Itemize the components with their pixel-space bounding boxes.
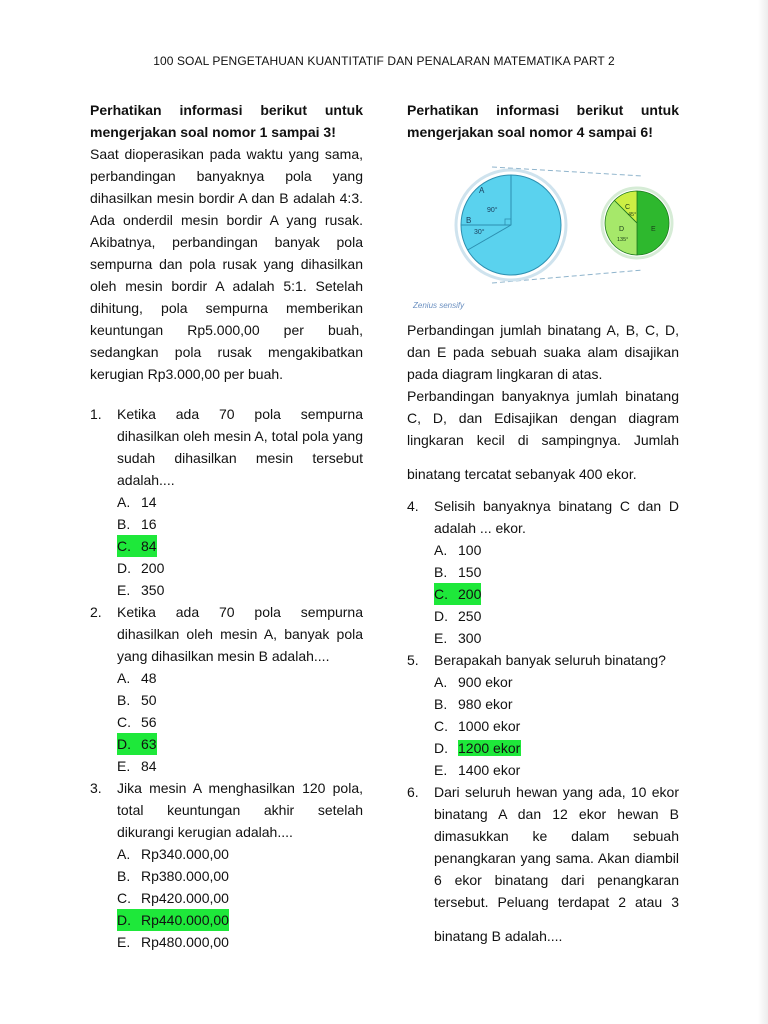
spacer xyxy=(407,485,679,495)
correct-highlight: C. 84 xyxy=(117,535,157,557)
question-number: 5. xyxy=(407,652,419,668)
question-5 xyxy=(407,649,679,671)
left-intro-heading: Perhatikan informasi berikut untuk mengerjakan soal nomor 1 sampai 3! xyxy=(90,102,363,140)
option-b[interactable]: B. Rp380.000,00 xyxy=(117,868,229,884)
option-e[interactable]: E. 84 xyxy=(117,758,157,774)
left-intro-body: Saat dioperasikan pada waktu yang sama, perbandingan banyaknya pola yang dihasilkan mesin bordir A dan B adalah 4:3. Ada onderdil mesin bordir A yang rusak. Akibatnya, perbandingan banyak pola sempurna dan pola rusak yang dihasilkan oleh mesin bordir A adalah 5:1. Setelah dihitung, pola sempurna memberikan keuntungan Rp5.000,00 per buah, sedangkan pola rusak mengakibatkan kerugian Rp3.000,00 per buah. xyxy=(90,146,363,382)
question-2 xyxy=(90,601,363,667)
option-e[interactable]: E. Rp480.000,00 xyxy=(117,934,229,950)
pie-charts xyxy=(407,149,679,319)
option-c-correct[interactable] xyxy=(117,535,363,557)
option-d-correct[interactable] xyxy=(117,909,363,931)
right-column xyxy=(407,99,679,947)
question-text: Berapakah banyak seluruh binatang? xyxy=(434,652,666,668)
option-c[interactable]: C. 56 xyxy=(117,714,157,730)
right-intro-body-3: binatang tercatat sebanyak 400 ekor. xyxy=(407,466,637,482)
watermark-logo: Zenius sensify xyxy=(413,301,465,310)
option-c[interactable]: C. 1000 ekor xyxy=(434,718,521,734)
pie-label-b: B xyxy=(466,216,472,225)
question-number: 2. xyxy=(90,604,102,620)
pie-angle-c: 45° xyxy=(628,212,637,218)
option-e[interactable]: E. 300 xyxy=(434,630,482,646)
spacer xyxy=(90,385,363,403)
option-e[interactable]: E. 350 xyxy=(117,582,165,598)
option-a[interactable]: A. 100 xyxy=(434,542,482,558)
pie-angle-d: 135° xyxy=(617,237,629,243)
question-text-main: Dari seluruh hewan yang ada, 10 ekor binatang A dan 12 ekor hewan B dimasukkan ke dalam sebuah penangkaran yang sama. Akan diambil 6 ekor binatang dari penangkaran tersebut. Peluang terdapat 2 atau 3 xyxy=(434,784,679,910)
question-4 xyxy=(407,495,679,539)
pie-label-c: C xyxy=(625,204,631,211)
question-text xyxy=(434,781,679,947)
question-text: Ketika ada 70 pola sempurna dihasilkan oleh mesin A, banyak pola yang dihasilkan mesin B adalah.... xyxy=(117,604,363,664)
pie-chart-figure xyxy=(407,149,679,319)
correct-highlight: D. Rp440.000,00 xyxy=(117,909,229,931)
question-number: 6. xyxy=(407,784,419,800)
question-5-options xyxy=(434,671,679,781)
question-number: 3. xyxy=(90,780,102,796)
page-title: 100 SOAL PENGETAHUAN KUANTITATIF DAN PENALARAN MATEMATIKA PART 2 xyxy=(153,54,615,68)
right-intro-body-1: Perbandingan jumlah binatang A, B, C, D, dan E pada sebuah suaka alam disajikan pada diagram lingkaran di atas. xyxy=(407,322,679,382)
question-text: Ketika ada 70 pola sempurna dihasilkan oleh mesin A, total pola yang sudah dihasilkan mesin tersebut adalah.... xyxy=(117,406,363,488)
question-text-cont: binatang B adalah.... xyxy=(434,928,563,944)
option-d-correct[interactable]: D. 1200 ekor xyxy=(434,740,521,756)
option-b[interactable]: B. 150 xyxy=(434,564,482,580)
pie-label-e: E xyxy=(651,226,656,233)
pie-label-a: A xyxy=(479,186,485,195)
question-4-options xyxy=(434,539,679,649)
pie-angle-b: 30° xyxy=(474,229,485,236)
right-intro-body-2: Perbandingan banyaknya jumlah binatang C, D, dan Edisajikan dengan diagram lingkaran kecil di sampingnya. Jumlah xyxy=(407,388,679,448)
question-2-options xyxy=(117,667,363,777)
question-3-options xyxy=(117,843,363,953)
pie-angle-a: 90° xyxy=(487,207,498,214)
option-b[interactable]: B. 980 ekor xyxy=(434,696,513,712)
option-c[interactable]: C. Rp420.000,00 xyxy=(117,890,229,906)
question-1 xyxy=(90,403,363,491)
question-text: Jika mesin A menghasilkan 120 pola, total keuntungan akhir setelah dikurangi kerugian adalah.... xyxy=(117,780,363,840)
option-e[interactable]: E. 1400 ekor xyxy=(434,762,521,778)
question-number: 4. xyxy=(407,498,419,514)
correct-highlight: C. 200 xyxy=(434,583,481,605)
pie-label-d: D xyxy=(619,226,625,233)
option-d-correct[interactable] xyxy=(117,733,363,755)
question-3 xyxy=(90,777,363,843)
option-b[interactable]: B. 16 xyxy=(117,516,157,532)
right-intro-heading: Perhatikan informasi berikut untuk mengerjakan soal nomor 4 sampai 6! xyxy=(407,102,679,140)
page-edge-shadow xyxy=(758,0,768,1024)
correct-highlight: 1200 ekor xyxy=(458,740,521,756)
question-number: 1. xyxy=(90,406,102,422)
option-a[interactable]: A. 48 xyxy=(117,670,157,686)
question-text: Selisih banyaknya binatang C dan D adalah ... ekor. xyxy=(434,498,679,536)
option-d[interactable]: D. 250 xyxy=(434,608,482,624)
option-a[interactable]: A. Rp340.000,00 xyxy=(117,846,229,862)
question-1-options xyxy=(117,491,363,601)
left-column xyxy=(90,99,363,953)
option-a[interactable]: A. 900 ekor xyxy=(434,674,513,690)
correct-highlight: D. 63 xyxy=(117,733,157,755)
option-c-correct[interactable] xyxy=(434,583,679,605)
question-6 xyxy=(407,781,679,947)
option-a[interactable]: A. 14 xyxy=(117,494,157,510)
option-b[interactable]: B. 50 xyxy=(117,692,157,708)
option-d[interactable]: D. 200 xyxy=(117,560,165,576)
